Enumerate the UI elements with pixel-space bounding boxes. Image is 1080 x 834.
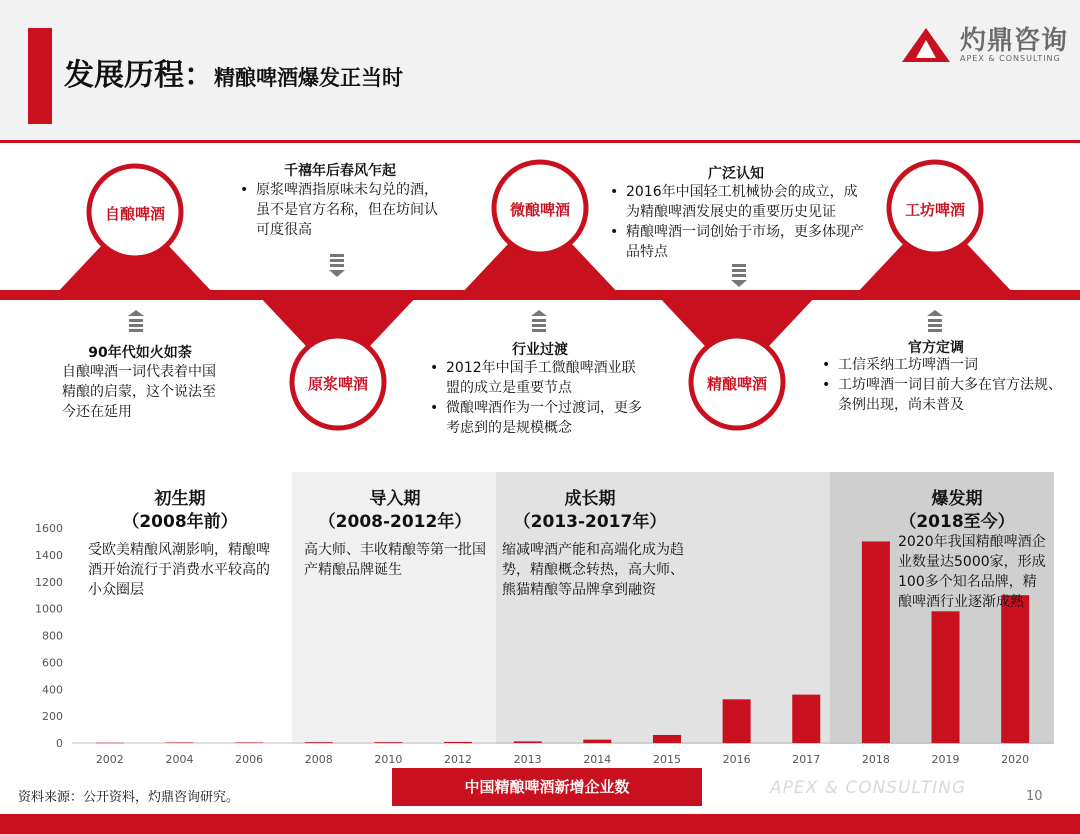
period-text: 受欧美精酿风潮影响，精酿啤酒开始流行于消费水平较高的小众圈层: [88, 542, 270, 598]
period-text: 缩减啤酒产能和高端化成为趋势，精酿概念转热，高大师、熊猫精酿等品牌拿到融资: [502, 542, 684, 598]
y-tick-label: 400: [42, 683, 63, 697]
stage-bullets: [608, 182, 868, 262]
node-label-jingniangpijiu: 精酿啤酒: [706, 375, 767, 393]
period-range: （2013-2017年）: [513, 512, 667, 532]
stage-heading: 广泛认知: [708, 166, 764, 182]
y-tick-label: 0: [56, 737, 63, 750]
chart-bar: [305, 742, 333, 743]
chart-bar: [723, 699, 751, 743]
period-text: 2020年我国精酿啤酒企业数量达5000家，形成100多个知名品牌，精酿啤酒行业逐渐成熟: [898, 534, 1046, 610]
x-tick-label: 2019: [931, 753, 960, 766]
period-title: 爆发期: [931, 489, 983, 509]
stage-bullets: [428, 358, 648, 438]
chart-bar: [653, 735, 681, 743]
y-tick-label: 600: [42, 656, 63, 670]
chart-bar: [792, 695, 820, 743]
stage-bullet: • 原浆啤酒指原味未勾兑的酒，虽不是官方名称，但在坊间认可度很高: [238, 180, 443, 240]
page-title: [64, 50, 403, 94]
period-title: 成长期: [564, 489, 616, 509]
x-tick-label: 2014: [583, 753, 612, 766]
chevron-down-icon: [328, 254, 346, 280]
node-label-weiniangpijiu: 微酿啤酒: [509, 201, 570, 219]
chart-caption: 中国精酿啤酒新增企业数: [392, 768, 702, 806]
chart-bar: [1001, 595, 1029, 743]
stage-heading: 官方定调: [908, 340, 964, 356]
watermark: APEX & CONSULTING: [770, 778, 967, 798]
stage-text: 自酿啤酒一词代表着中国精酿的启蒙，这个说法至今还在延用: [62, 364, 216, 420]
stage-bullet: • 2016年中国轻工机械协会的成立，成为精酿啤酒发展史的重要历史见证: [608, 182, 868, 222]
chart-bar: [583, 740, 611, 743]
footer-band: [0, 814, 1080, 834]
period-range: （2008年前）: [122, 512, 238, 532]
chart-bar: [235, 742, 263, 743]
x-tick-label: 2004: [165, 753, 194, 766]
chevron-down-icon: [730, 264, 748, 290]
x-tick-label: 2006: [235, 753, 264, 766]
y-tick-label: 800: [42, 629, 63, 643]
logo-name: 灼鼎咨询: [960, 26, 1069, 56]
stage-heading: 90年代如火如荼: [88, 345, 192, 361]
stage-bullet: • 工信采纳工坊啤酒一词: [820, 355, 1070, 375]
stage-heading: 千禧年后春风乍起: [284, 163, 396, 179]
title-main: 发展历程：: [64, 58, 214, 93]
x-tick-label: 2002: [95, 753, 124, 766]
x-tick-label: 2018: [861, 753, 890, 766]
title-subtitle: 精酿啤酒爆发正当时: [214, 66, 403, 90]
period-range: （2018至今）: [899, 512, 1015, 532]
y-tick-label: 1400: [35, 548, 63, 562]
chevron-up-icon: [127, 310, 145, 336]
chart-bar: [862, 541, 890, 743]
x-tick-label: 2015: [652, 753, 681, 766]
chart-bar: [374, 742, 402, 743]
title-accent-bar: [28, 28, 52, 124]
stage-bullets: [820, 355, 1070, 415]
period-text: 高大师、丰收精酿等第一批国产精酿品牌诞生: [304, 542, 486, 578]
chart-bar: [96, 743, 124, 744]
stage-bullet: • 工坊啤酒一词目前大多在官方法规、条例出现，尚未普及: [820, 375, 1070, 415]
x-tick-label: 2016: [722, 753, 751, 766]
logo-tagline: APEX & CONSULTING: [960, 54, 1061, 63]
y-tick-label: 200: [42, 710, 63, 724]
stage-bullet: • 2012年中国手工微酿啤酒业联盟的成立是重要节点: [428, 358, 648, 398]
stage-bullet: • 微酿啤酒作为一个过渡词，更多考虑到的是规模概念: [428, 398, 648, 438]
y-tick-label: 1000: [35, 602, 63, 616]
stage-heading: 行业过渡: [512, 342, 568, 358]
chart-bar: [514, 741, 542, 743]
node-label-gongfangpijiu: 工坊啤酒: [904, 201, 965, 219]
header-divider: [0, 140, 1080, 143]
source-note: 资料来源：公开资料，灼鼎咨询研究。: [18, 790, 240, 805]
period-range: （2008-2012年）: [318, 512, 472, 532]
y-tick-label: 1600: [35, 522, 63, 535]
x-tick-label: 2013: [513, 753, 542, 766]
chart-bar: [932, 611, 960, 743]
logo-triangle-icon: [900, 26, 952, 64]
chevron-up-icon: [926, 310, 944, 336]
chevron-up-icon: [530, 310, 548, 336]
node-label-yuanjiangpijiu: 原浆啤酒: [307, 375, 368, 393]
stage-bullets: [238, 180, 443, 240]
x-tick-label: 2017: [792, 753, 821, 766]
x-tick-label: 2008: [304, 753, 333, 766]
x-tick-label: 2020: [1001, 753, 1030, 766]
stage-bullet: • 精酿啤酒一词创始于市场，更多体现产品特点: [608, 222, 868, 262]
node-label-zinianpijiu: 自酿啤酒: [104, 205, 165, 223]
x-tick-label: 2012: [444, 753, 473, 766]
chart-bar: [165, 742, 193, 743]
page-number: 10: [1026, 789, 1043, 804]
y-tick-label: 1200: [35, 575, 63, 589]
period-title: 导入期: [369, 489, 421, 509]
period-title: 初生期: [154, 489, 206, 509]
chart-bar: [444, 742, 472, 743]
x-tick-label: 2010: [374, 753, 403, 766]
